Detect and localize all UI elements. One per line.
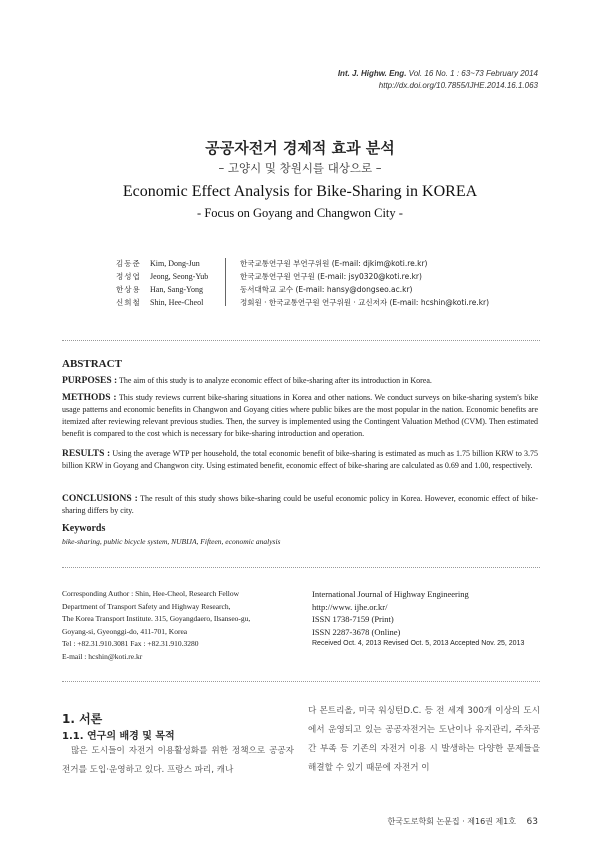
divider xyxy=(62,681,540,682)
page-number: 63 xyxy=(526,817,538,827)
corresponding-line: Department of Transport Safety and Highway Research, xyxy=(62,601,231,611)
methods-text: This study reviews current bike-sharing situations in Korea and other nations. We conduct surveys on bike-sharing system's bike usage patterns and economic benefits in Changwon and Goyang cities where public bikes are the most popular in the nation. Economic benefits are itemized after reviewing relevant previous studies. Then, the survey is implemented using the Contingent Valuation Method (CVM). Then estimated benefit is compared to the cost which is necessary for bike-sharing introduction and operation. xyxy=(62,393,539,438)
author-affiliation: 한국교통연구원 부연구위원 (E-mail: djkim@koti.re.kr) xyxy=(240,259,428,268)
body-text-left: 많은 도시들이 자전거 이용활성화를 위한 정책으로 공공자전거를 도입·운영하고 있다. 프랑스 파리, 캐나 xyxy=(62,746,294,775)
corresponding-email[interactable]: E-mail : hcshin@koti.re.kr xyxy=(62,651,143,661)
author-name-ko: 한상용 xyxy=(116,285,141,294)
journal-abbrev: Int. J. Highw. Eng. xyxy=(337,69,407,78)
author-name-en: Jeong, Seong-Yub xyxy=(150,272,209,281)
journal-info xyxy=(312,588,524,651)
author-list xyxy=(116,257,489,309)
author-name-en: Kim, Dong-Jun xyxy=(150,259,200,268)
purposes-text: The aim of this study is to analyze economic effect of bike-sharing after its introduction in Korea. xyxy=(119,376,432,385)
purposes-label: PURPOSES : xyxy=(62,376,118,386)
korean-title: 공공자전거 경제적 효과 분석 xyxy=(205,139,395,157)
author-name-en: Shin, Hee-Cheol xyxy=(150,298,204,307)
page-footer xyxy=(388,816,538,827)
author-name-ko: 정성엽 xyxy=(116,272,141,281)
results-label: RESULTS : xyxy=(62,449,111,459)
corresponding-author xyxy=(62,588,250,663)
subsection-heading: 1.1. 연구의 배경 및 목적 xyxy=(62,731,175,742)
korean-subtitle: – 고양시 및 창원시를 대상으로 – xyxy=(218,161,382,175)
english-title: Economic Effect Analysis for Bike-Sharing in KOREA xyxy=(122,183,478,200)
journal-citation xyxy=(338,68,538,79)
author-affiliation: 한국교통연구원 연구원 (E-mail: jsy0320@koti.re.kr) xyxy=(240,272,422,281)
author-row xyxy=(116,270,489,283)
corresponding-line: Corresponding Author : Shin, Hee-Cheol, Research Fellow xyxy=(62,589,240,598)
received-dates: Received Oct. 4, 2013 Revised Oct. 5, 2013 Accepted Nov. 25, 2013 xyxy=(312,640,525,647)
author-name-ko: 신희철 xyxy=(116,298,141,307)
keywords-heading: Keywords xyxy=(62,523,106,534)
author-row xyxy=(116,283,489,296)
divider xyxy=(62,567,540,568)
doi-link[interactable]: http://dx.doi.org/10.7855/IJHE.2014.16.1.063 xyxy=(378,81,538,90)
abstract-heading: ABSTRACT xyxy=(62,358,122,370)
keywords-list: bike-sharing, public bicycle system, NUBIJA, Fifteen, economic analysis xyxy=(62,537,281,546)
author-row xyxy=(116,257,489,270)
journal-url[interactable]: http://www. ijhe.or.kr/ xyxy=(312,601,388,612)
volume-info: Vol. 16 No. 1 : 63~73 February 2014 xyxy=(408,69,538,78)
author-name-en: Han, Sang-Yong xyxy=(150,285,203,294)
author-name-ko: 김동준 xyxy=(116,259,141,268)
issn-print: ISSN 1738-7159 (Print) xyxy=(312,614,394,624)
abstract-purposes xyxy=(62,375,538,387)
footer-journal: 한국도로학회 논문집 · 제16권 제1호 xyxy=(387,817,516,826)
issn-online: ISSN 2287-3678 (Online) xyxy=(312,626,401,637)
conclusions-text: The result of this study shows bike-sharing could be useful economic policy in Korea. However, economic effect of bike-sharing differs by city. xyxy=(62,494,538,515)
abstract-results xyxy=(62,448,538,472)
journal-name: International Journal of Highway Engineering xyxy=(312,589,469,599)
body-text-right: 다 몬트리올, 미국 워싱턴D.C. 등 전 세계 300개 이상의 도시에서 운영되고 있는 공공자전거는 도난이나 유지관리, 주차공간 부족 등 기존의 자전거 이용 시 발생하는 다양한 문제들을 해결할 수 있기 때문에 자전거 이 xyxy=(308,706,540,773)
author-affiliation: 동서대학교 교수 (E-mail: hansy@dongseo.ac.kr) xyxy=(240,285,413,294)
corresponding-line: The Korea Transport Institute. 315, Goyangdaero, Ilsanseo-gu, xyxy=(62,614,251,623)
abstract-methods xyxy=(62,392,538,440)
results-text: Using the average WTP per household, the total economic benefit of bike-sharing is estimated as much as 1.75 billion KRW to 3.75 billion KRW in Goyang and Changwon city. Using estimated benefit, economic effect of bike-sharing are calculated as 0.69 and 1.00, respectively. xyxy=(62,449,539,470)
conclusions-label: CONCLUSIONS : xyxy=(62,494,138,504)
corresponding-line: Tel : +82.31.910.3081 Fax : +82.31.910.3280 xyxy=(62,639,199,648)
methods-label: METHODS : xyxy=(62,393,117,403)
section-heading: 1. 서론 xyxy=(62,712,103,726)
author-affiliation: 정회원 · 한국교통연구원 연구위원 · 교신저자 (E-mail: hcshin@koti.re.kr) xyxy=(240,298,490,307)
author-row xyxy=(116,296,489,309)
abstract-conclusions xyxy=(62,493,538,517)
divider xyxy=(62,340,540,341)
english-subtitle: - Focus on Goyang and Changwon City - xyxy=(197,206,403,220)
corresponding-line: Goyang-si, Gyeonggi-do, 411-701, Korea xyxy=(62,626,188,636)
